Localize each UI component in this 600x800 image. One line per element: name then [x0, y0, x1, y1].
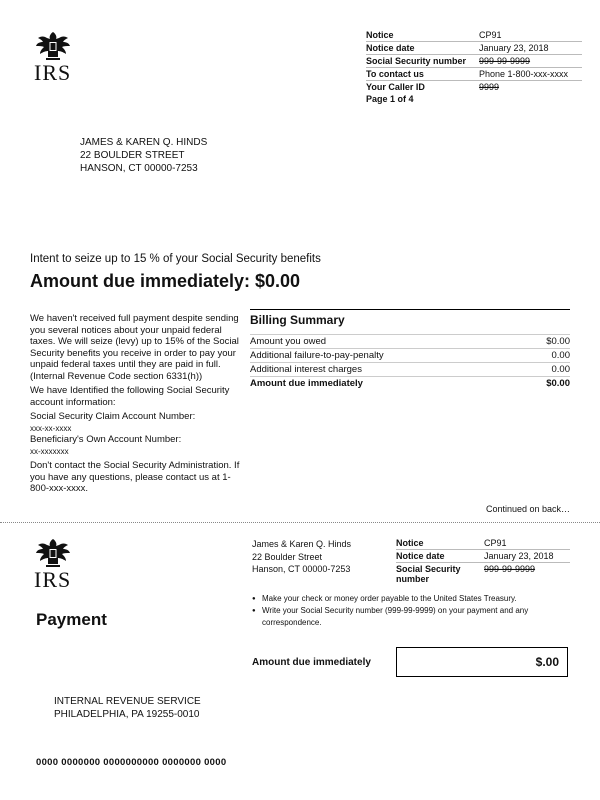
logo-text: IRS — [34, 60, 72, 85]
ssn-value: 999-99-9999 — [479, 55, 582, 68]
continued-note: Continued on back… — [486, 504, 571, 514]
payment-instructions — [252, 593, 542, 629]
caller-id-value: 9999 — [479, 81, 582, 94]
billing-row — [250, 335, 570, 349]
amount-due-box[interactable]: $.00 — [396, 647, 568, 677]
beneficiary-label: Beneficiary's Own Account Number: — [30, 434, 182, 445]
claim-value: xxx-xx-xxxx — [30, 423, 72, 433]
eagle-icon — [34, 537, 72, 571]
scanline: 0000 0000000 0000000000 0000000 0000 — [36, 757, 227, 768]
page-number-value — [479, 93, 582, 105]
instruction-item: ● Write your Social Security number (999-99-9999) on your payment and any correspondence. — [252, 605, 542, 629]
notice-info-row — [366, 93, 582, 105]
stub-info-row — [396, 550, 570, 563]
recipient-address — [80, 136, 207, 175]
stub-irs-logo — [34, 537, 78, 591]
stub-info-row — [396, 563, 570, 586]
irs-logo — [34, 30, 78, 84]
recipient-name: JAMES & KAREN Q. HINDS — [80, 137, 208, 148]
beneficiary-value: xx-xxxxxxx — [30, 446, 69, 456]
claim-label: Social Security Claim Account Number: — [30, 411, 196, 422]
notice-info-row — [366, 29, 582, 42]
notice-info-row — [366, 42, 582, 55]
billing-row-value: 0.00 — [522, 349, 570, 363]
notice-date-value: January 23, 2018 — [479, 42, 582, 55]
notice-info-row — [366, 68, 582, 81]
billing-row-value: $0.00 — [522, 335, 570, 349]
billing-row-label: Amount you owed — [250, 335, 522, 349]
irs-address-city: PHILADELPHIA, PA 19255-0010 — [54, 709, 200, 720]
notice-info-row — [366, 55, 582, 68]
payment-title: Payment — [36, 610, 107, 629]
billing-table — [250, 334, 570, 390]
contact-label: To contact us — [366, 68, 479, 81]
amount-due-title: Amount due immediately: $0.00 — [30, 271, 301, 291]
billing-total-value: $0.00 — [522, 377, 570, 391]
stub-street: 22 Boulder Street — [252, 551, 323, 562]
eagle-icon — [34, 30, 72, 64]
notice-info-row — [366, 81, 582, 94]
billing-row-value: 0.00 — [522, 363, 570, 377]
billing-row-label: Additional failure-to-pay-penalty — [250, 349, 522, 363]
body-paragraph: Don't contact the Social Security Administration. If you have any questions, please contact us at 1-800-xxx-xxxx. — [30, 460, 240, 494]
billing-row — [250, 363, 570, 377]
stub-date-label: Notice date — [396, 550, 484, 563]
stub-info-table — [396, 537, 570, 585]
stub-address — [252, 538, 351, 576]
instruction-item: ● Make your check or money order payable to the United States Treasury. — [252, 593, 542, 605]
notice-date-label: Notice date — [366, 42, 479, 55]
body-paragraph: We haven't received full payment despite sending you several notices about your unpaid federal taxes. We will seize (levy) up to 15% of the Social Security benefits you receive in order to pay your unpaid federal taxes until they are paid in full. (Internal Revenue Code section 6331(h)) — [30, 313, 239, 382]
recipient-city: HANSON, CT 00000-7253 — [80, 163, 198, 174]
billing-total-label: Amount due immediately — [250, 377, 522, 391]
stub-notice-label: Notice — [396, 538, 424, 548]
notice-value: CP91 — [479, 30, 502, 40]
stub-name: James & Karen Q. Hinds — [252, 539, 352, 549]
notice-label: Notice — [366, 30, 394, 40]
stub-city: Hanson, CT 00000-7253 — [252, 564, 351, 574]
stub-ssn-label: Social Security number — [396, 563, 484, 586]
ssn-label: Social Security number — [366, 55, 479, 68]
stub-ssn-value: 999-99-9999 — [484, 563, 570, 586]
stub-date-value: January 23, 2018 — [484, 550, 570, 563]
irs-address-name: INTERNAL REVENUE SERVICE — [54, 696, 201, 707]
irs-address — [54, 695, 201, 721]
intro-heading: Intent to seize up to 15 % of your Social Security benefits — [30, 253, 321, 265]
contact-value: Phone 1-800-xxx-xxxx — [479, 68, 582, 81]
stub-info-row — [396, 537, 570, 550]
tear-line — [0, 522, 600, 523]
notice-info-table — [366, 29, 582, 105]
caller-id-label: Your Caller ID — [366, 81, 479, 94]
stub-notice-value: CP91 — [484, 538, 507, 548]
billing-summary — [250, 309, 570, 390]
notice-body — [30, 313, 248, 498]
recipient-street: 22 BOULDER STREET — [80, 150, 185, 161]
stub-due-label: Amount due immediately — [252, 657, 371, 668]
billing-row-label: Additional interest charges — [250, 363, 522, 377]
billing-total-row — [250, 377, 570, 391]
billing-title: Billing Summary — [250, 313, 345, 327]
page-number: Page 1 of 4 — [366, 94, 414, 104]
body-paragraph: We have Identified the following Social Security account information: — [30, 385, 230, 408]
billing-row — [250, 349, 570, 363]
logo-text: IRS — [34, 567, 72, 592]
